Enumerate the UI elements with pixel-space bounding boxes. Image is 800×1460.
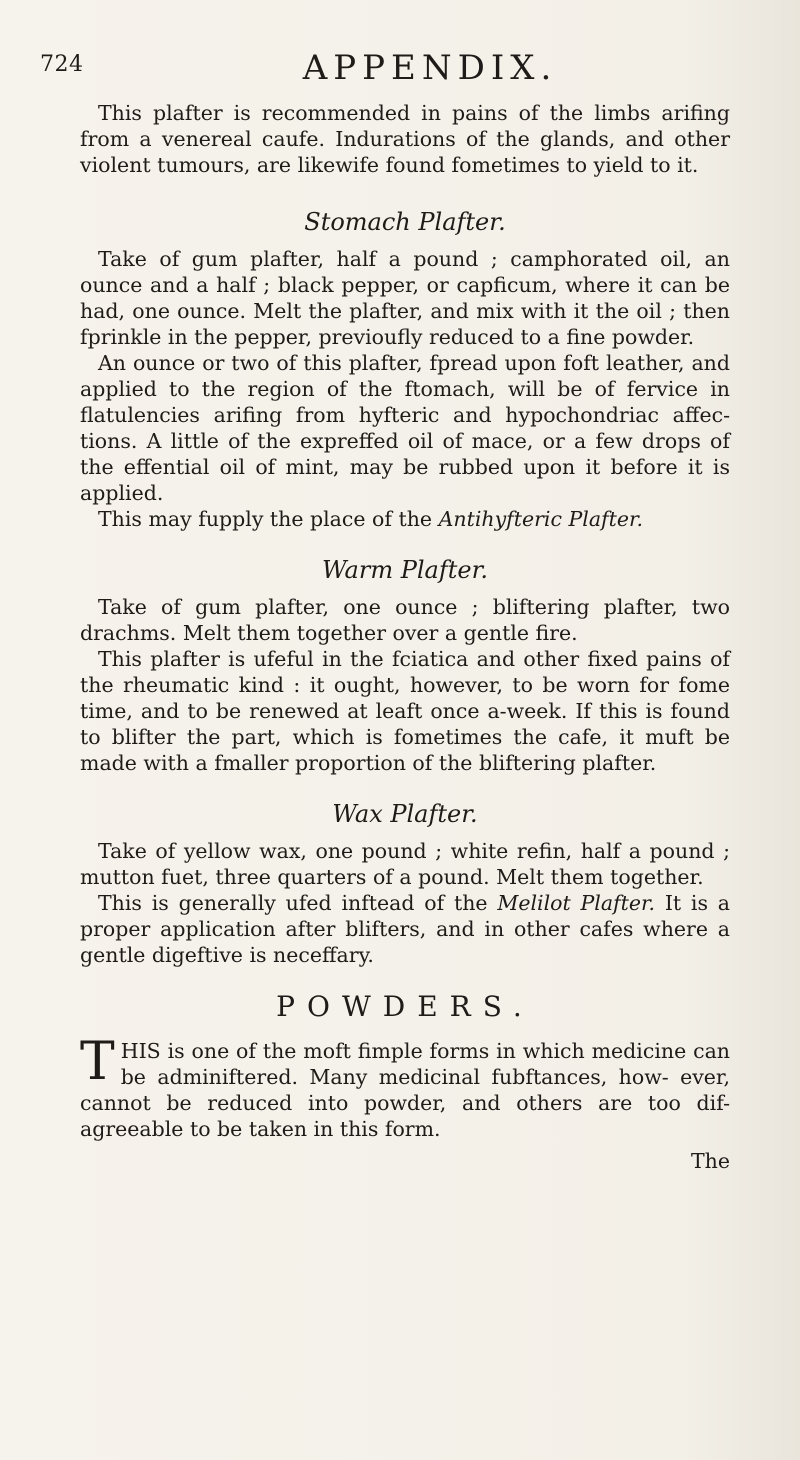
warm-plaster-paragraph-1: Take of gum plafter, one ounce ; bliftering plafter, two drachms. Melt them together over a gentle fire. bbox=[80, 595, 730, 645]
wax-plaster-paragraph-2-prefix: This is generally ufed inftead of the bbox=[98, 891, 498, 915]
running-title: APPENDIX. bbox=[302, 48, 558, 88]
stomach-plaster-paragraph-2: An ounce or two of this plafter, fpread upon foft leather, and applied to the region of the ftomach, will be of fervice in flatulencies arifing from hyfteric and hypochondriac affec- tions. A little of the expreffed oil of mace, or a few drops of the effential oil of mint, may be rubbed upon it before it is applied. bbox=[80, 351, 730, 505]
catchword: The bbox=[690, 1149, 730, 1173]
stomach-plaster-paragraph-1: Take of gum plafter, half a pound ; camphorated oil, an ounce and a half ; black pepper, or capficum, where it can be had, one ounce. Melt the plafter, and mix with it the oil ; then fprinkle in the pepper, previoufly reduced to a fine powder. bbox=[80, 247, 730, 349]
wax-plaster-paragraph-1: Take of yellow wax, one pound ; white refin, half a pound ; mutton fuet, three quarters of a pound. Melt them together. bbox=[80, 839, 730, 889]
stomach-plaster-heading: Stomach Plafter. bbox=[304, 208, 506, 236]
wax-plaster-heading: Wax Plafter. bbox=[332, 800, 478, 828]
page-content bbox=[80, 100, 730, 1174]
melilot-plaster-term: Melilot Plafter. bbox=[497, 891, 656, 915]
intro-paragraph: This plafter is recommended in pains of the limbs arifing from a venereal caufe. Indurations of the glands, and other violent tumours, are likewife found fometimes to yield to it. bbox=[80, 101, 730, 177]
stomach-plaster-paragraph-3 bbox=[80, 506, 730, 532]
powders-paragraph: HIS is one of the moft fimple forms in which medicine can be adminiftered. Many medicinal fubftances, how- ever, cannot be reduced into powder, and others are too dif- agreeable to be taken in this form. bbox=[80, 1039, 730, 1141]
page-header bbox=[40, 48, 760, 88]
warm-plaster-heading: Warm Plafter. bbox=[321, 556, 489, 584]
wax-plaster-paragraph-2 bbox=[80, 890, 730, 968]
wax-plaster-paragraph-2-suffix: It is a proper application after blifters, and in other cafes where a gentle digeftive is neceffary. bbox=[80, 891, 731, 967]
warm-plaster-paragraph-2: This plafter is ufeful in the fciatica and other fixed pains of the rheumatic kind : it ought, however, to be worn for fome time, and to be renewed at leaft once a-week. If this is found to blifter the part, which is fometimes the cafe, it muft be made with a fmaller proportion of the bliftering plafter. bbox=[80, 647, 730, 775]
stomach-plaster-paragraph-3-text: This may fupply the place of the bbox=[98, 507, 439, 531]
powders-heading: POWDERS. bbox=[276, 990, 534, 1023]
page-number: 724 bbox=[40, 52, 84, 77]
antihysteric-plaster-term: Antihyfteric Plafter. bbox=[438, 507, 644, 531]
powders-paragraph-container bbox=[80, 1032, 730, 1142]
powders-drop-cap: T bbox=[80, 1032, 115, 1092]
